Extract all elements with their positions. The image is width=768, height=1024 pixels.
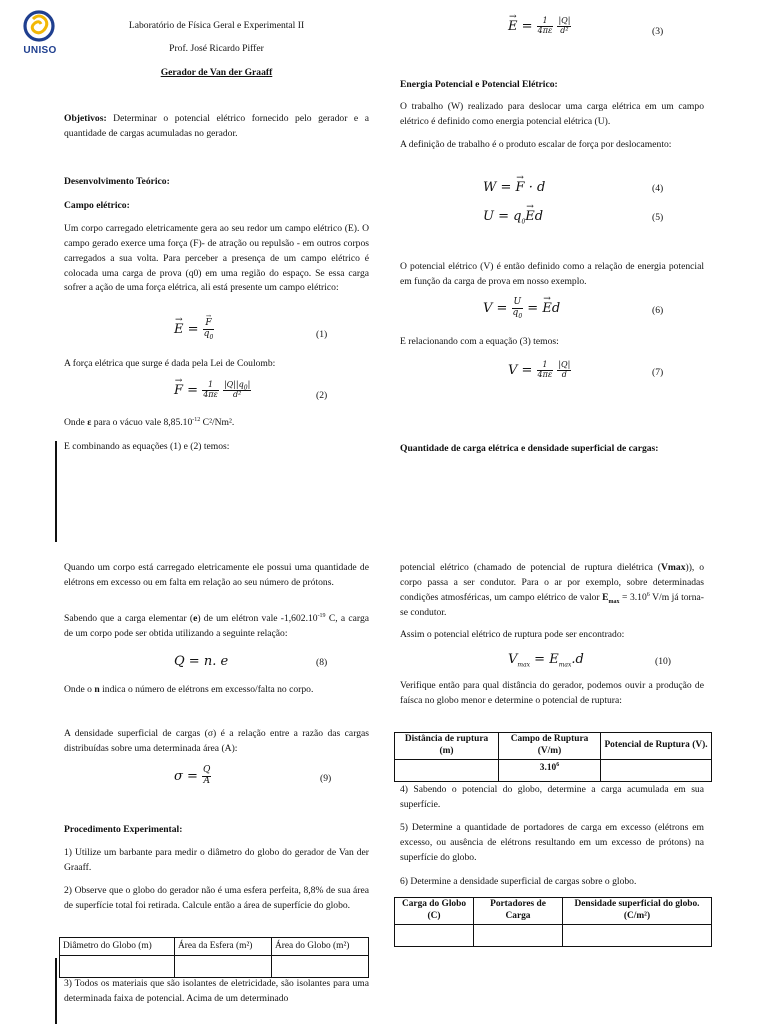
equation-4: W = → F · d bbox=[483, 178, 545, 198]
table-rupture bbox=[394, 732, 712, 782]
equation-7: V = $\frac{1}{4\pi\varepsilon}$ $\frac{|Q|}{d}$ bbox=[508, 360, 571, 379]
equation-4-number: (4) bbox=[652, 183, 664, 194]
equation-1: → E = → $\frac{F}{q_0}$ bbox=[174, 319, 214, 340]
table1-header-diametro: Diâmetro do Globo (m) bbox=[60, 938, 175, 956]
equation-7-number: (7) bbox=[652, 367, 664, 378]
campo-eletrico-paragraph: Um corpo carregado eletricamente gera ao seu redor um campo elétrico (E). O campo gerado exerce uma força (F)- de atração ou repulsão - em outros corpos carregados a sua volta. Para perceber a presença de um campo elétrico é colocada uma carga de prova (q0) em uma região do espaço. Se essa carga sofrer a ação de uma força elétrica, ali está presente um campo elétrico: bbox=[64, 223, 369, 294]
right-p2: Assim o potencial elétrico de ruptura pode ser encontrado: bbox=[400, 629, 625, 640]
professor-name: Prof. José Ricardo Piffer bbox=[169, 43, 264, 54]
potencial-paragraph: O potencial elétrico (V) é então definido como a relação de energia potencial em função da carga de prova em nosso exemplo. bbox=[400, 261, 704, 287]
equation-5-number: (5) bbox=[652, 212, 664, 223]
equation-6-number: (6) bbox=[652, 305, 664, 316]
table3-cell[interactable] bbox=[474, 924, 563, 946]
table3-header-carga: Carga do Globo (C) bbox=[395, 898, 474, 925]
right-p1: potencial elétrico (chamado de potencial de ruptura dielétrica (Vmax)), o corpo passa a ser condutor. Para o ar por exemplo, sobre determinadas condições atmosféricas, um campo elétrico de valor $E_{max} = 3.10^6$ V/m já torna-se condutor. bbox=[400, 562, 705, 618]
margin-line-bottom bbox=[55, 958, 57, 1024]
relacionando-paragraph: E relacionando com a equação (3) temos: bbox=[400, 336, 559, 347]
step-2: 2) Observe que o globo do gerador não é uma esfera perfeita, 8,8% de sua área de superfície total foi retirada. Calcule então a área de superfície do globo. bbox=[64, 885, 369, 911]
uniso-logo-text: UNISO bbox=[23, 45, 57, 56]
table1-header-area-esfera: Área da Esfera (m²) bbox=[175, 938, 272, 956]
definicao-paragraph: A definição de trabalho é o produto escalar de força por deslocamento: bbox=[400, 139, 672, 150]
table3-cell[interactable] bbox=[563, 924, 712, 946]
table2-header-campo: Campo de Ruptura (V/m) bbox=[499, 733, 601, 760]
right-p3: Verifique então para qual distância do gerador, podemos ouvir a produção de faísca no globo menor e determine o potencial de ruptura: bbox=[400, 680, 704, 706]
step-5: 5) Determine a quantidade de portadores de carga em excesso (elétrons em excesso, ou ausência de elétrons resultando em um excesso de prótons) na superfície do globo. bbox=[400, 822, 704, 863]
equation-9: σ = $\frac{Q}{A}$ bbox=[174, 765, 211, 786]
combine-paragraph: E combinando as equações (1) e (2) temos: bbox=[64, 441, 230, 452]
table-charge-density bbox=[394, 897, 712, 947]
equation-6: V = $\frac{U}{q_0}$ = → Ed bbox=[483, 298, 560, 319]
table3-header-portadores: Portadores de Carga bbox=[474, 898, 563, 925]
table2-cell[interactable] bbox=[395, 759, 499, 781]
energia-heading: Energia Potencial e Potencial Elétrico: bbox=[400, 79, 558, 90]
table2-cell[interactable] bbox=[601, 759, 712, 781]
equation-10-number: (10) bbox=[655, 656, 671, 667]
step-4: 4) Sabendo o potencial do globo, determine a carga acumulada em sua superfície. bbox=[400, 784, 704, 810]
lab-name: Laboratório de Física Geral e Experimental II bbox=[128, 20, 305, 31]
equation-8-number: (8) bbox=[316, 657, 328, 668]
dev-teorico-heading: Desenvolvimento Teórico: bbox=[64, 176, 170, 187]
step-3: 3) Todos os materiais que são isolantes de eletricidade, são isolantes para uma determinada faixa de potencial. Acima de um determinado bbox=[64, 978, 369, 1004]
equation-9-number: (9) bbox=[320, 773, 332, 784]
equation-10: $V_{max} = E_{max}.d$ bbox=[508, 652, 584, 669]
procedimento-heading: Procedimento Experimental: bbox=[64, 824, 183, 835]
epsilon-paragraph: Onde ε para o vácuo vale $8,85.10^{-12}$ C²/Nm². bbox=[64, 416, 235, 428]
step-1: 1) Utilize um barbante para medir o diâmetro do globo do gerador de Van der Graaff. bbox=[64, 847, 369, 873]
left-p2: Sabendo que a carga elementar (e) de um elétron vale $-1,602.10^{-19}$ C, a carga de um corpo pode ser obtida utilizando a seguinte relação: bbox=[64, 612, 370, 639]
table3-cell[interactable] bbox=[395, 924, 474, 946]
margin-line-top bbox=[55, 441, 57, 542]
uniso-logo bbox=[20, 10, 60, 58]
equation-2-number: (2) bbox=[316, 390, 328, 401]
objetivos-paragraph: Objetivos: Determinar o potencial elétrico fornecido pelo gerador e a quantidade de cargas acumuladas no gerador. bbox=[64, 113, 369, 139]
left-p3: Onde o n indica o número de elétrons em excesso/falta no corpo. bbox=[64, 684, 314, 695]
table-globe-area bbox=[59, 937, 369, 978]
table1-cell[interactable] bbox=[175, 955, 272, 977]
equation-2: → F = $\frac{1}{4\pi\varepsilon}$ $\frac{|Q||q_0|}{\text{d²}}$ bbox=[174, 381, 251, 401]
equation-8: Q = n. e bbox=[174, 654, 229, 669]
equation-5: $U = q_0\to Ed$ bbox=[483, 207, 543, 227]
equation-3: → E = $\frac{1}{4\pi\varepsilon}$ $\frac{|Q|}{\text{d²}}$ bbox=[508, 17, 571, 37]
table1-cell[interactable] bbox=[272, 955, 369, 977]
table2-header-potencial: Potencial de Ruptura (V). bbox=[601, 733, 712, 760]
left-column-top bbox=[64, 112, 369, 142]
trabalho-paragraph: O trabalho (W) realizado para deslocar uma carga elétrica em um campo elétrico é definido como energia potencial elétrica (U). bbox=[400, 101, 704, 127]
campo-eletrico-heading: Campo elétrico: bbox=[64, 200, 130, 211]
table3-header-densidade: Densidade superficial do globo. (C/m²) bbox=[563, 898, 712, 925]
coulomb-paragraph: A força elétrica que surge é dada pela Lei de Coulomb: bbox=[64, 358, 276, 369]
table2-header-distancia: Distância de ruptura (m) bbox=[395, 733, 499, 760]
step-6: 6) Determine a densidade superficial de cargas sobre o globo. bbox=[400, 876, 637, 887]
table2-campo-value: 3.10$^6$ bbox=[499, 759, 601, 781]
quantidade-heading: Quantidade de carga elétrica e densidade superficial de cargas: bbox=[400, 443, 659, 454]
uniso-logo-icon bbox=[22, 10, 62, 44]
document-title: Gerador de Van der Graaff bbox=[160, 67, 273, 78]
table1-header-area-globo: Área do Globo (m²) bbox=[272, 938, 369, 956]
equation-1-number: (1) bbox=[316, 329, 328, 340]
table1-cell[interactable] bbox=[60, 955, 175, 977]
left-p1: Quando um corpo está carregado eletricamente ele possui uma quantidade de elétrons em excesso ou em falta em relação ao seu número de prótons. bbox=[64, 562, 369, 588]
left-p4: A densidade superficial de cargas (σ) é a relação entre a razão das cargas distribuídas sobre uma determinada área (A): bbox=[64, 728, 369, 754]
equation-3-number: (3) bbox=[652, 26, 664, 37]
